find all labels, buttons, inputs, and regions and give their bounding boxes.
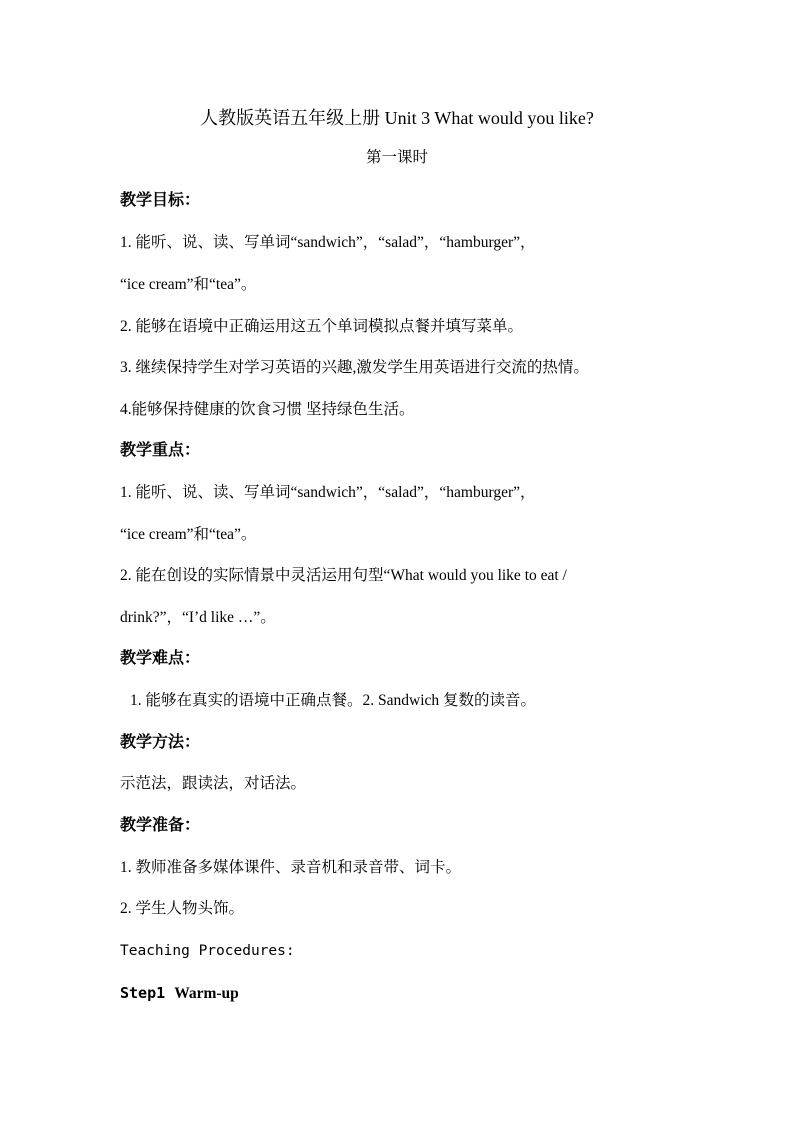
key-points-heading: 教学重点： bbox=[120, 442, 201, 459]
objective-item-2: 2. 能够在语境中正确运用这五个单词模拟点餐并填写菜单。 bbox=[120, 318, 524, 335]
step-1-prefix: Step1 bbox=[120, 984, 175, 1002]
key-point-item-1-line-2: “ice cream”和“tea”。 bbox=[120, 526, 257, 543]
preparation-item-2: 2. 学生人物头饰。 bbox=[120, 900, 245, 917]
methods-heading: 教学方法： bbox=[120, 734, 201, 751]
difficulties-heading: 教学难点： bbox=[120, 650, 201, 667]
objective-item-1-line-2: “ice cream”和“tea”。 bbox=[120, 276, 257, 293]
objectives-heading: 教学目标： bbox=[120, 192, 201, 209]
step-1-heading bbox=[120, 983, 239, 1004]
step-1-title: Warm-up bbox=[174, 985, 239, 1002]
objective-item-1-line-1: 1. 能听、说、读、写单词“sandwich”，“salad”，“hamburger”， bbox=[120, 234, 536, 251]
objective-item-4: 4.能够保持健康的饮食习惯 坚持绿色生活。 bbox=[120, 401, 415, 418]
objective-item-3: 3. 继续保持学生对学习英语的兴趣,激发学生用英语进行交流的热情。 bbox=[120, 359, 589, 376]
preparation-heading: 教学准备： bbox=[120, 817, 201, 834]
document-subtitle: 第一课时 bbox=[365, 149, 428, 166]
methods-text: 示范法，跟读法，对话法。 bbox=[120, 775, 307, 792]
procedures-heading: Teaching Procedures: bbox=[120, 943, 295, 959]
difficulty-item-1: 1. 能够在真实的语境中正确点餐。2. Sandwich 复数的读音。 bbox=[130, 692, 537, 709]
key-point-item-2-line-1: 2. 能在创设的实际情景中灵活运用句型“What would you like to eat / bbox=[120, 567, 567, 584]
document-title: 人教版英语五年级上册 Unit 3 What would you like? bbox=[200, 108, 594, 128]
key-point-item-2-line-2: drink?”，“I’d like …”。 bbox=[120, 609, 276, 626]
key-point-item-1-line-1: 1. 能听、说、读、写单词“sandwich”，“salad”，“hamburger”， bbox=[120, 484, 536, 501]
preparation-item-1: 1. 教师准备多媒体课件、录音机和录音带、词卡。 bbox=[120, 859, 462, 876]
